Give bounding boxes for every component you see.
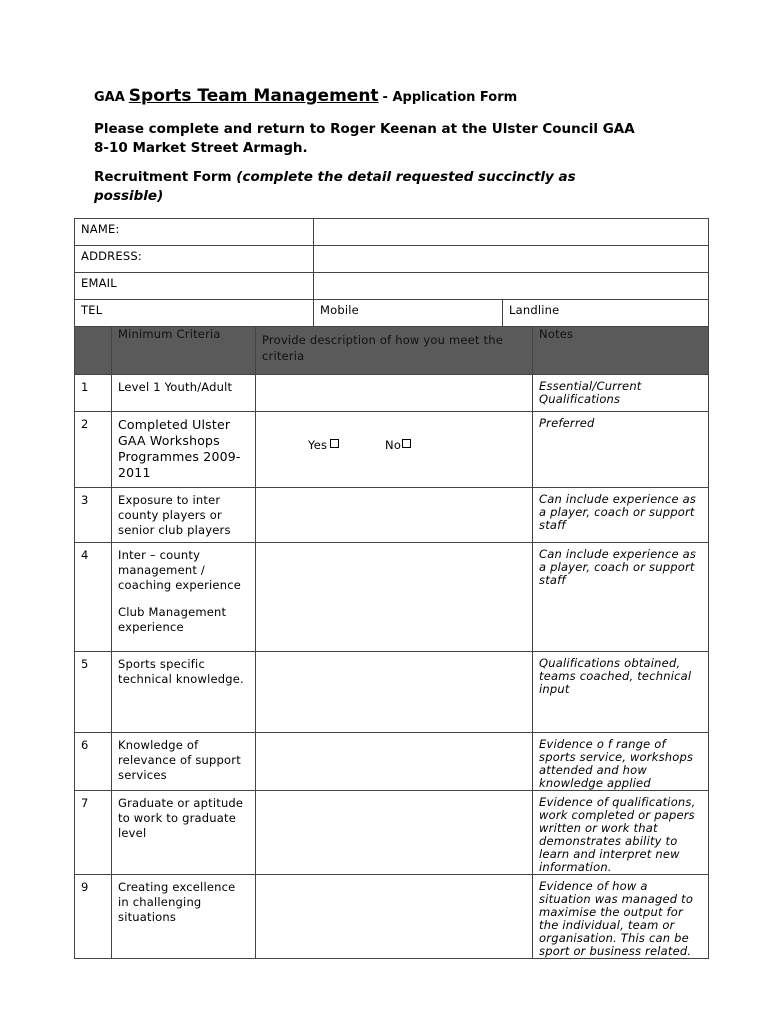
- yes-no-choice: [256, 412, 533, 488]
- recruitment-label: Recruitment Form: [94, 169, 232, 185]
- row-number: 9: [75, 875, 112, 959]
- row-notes: Evidence of how a situation was managed to maximise the output for the individual, team or organisation. This can be sport or business related.: [533, 875, 709, 959]
- yes-checkbox-icon[interactable]: [330, 439, 339, 448]
- address-row: [75, 246, 709, 273]
- landline-label: Landline: [509, 303, 560, 317]
- row-criteria: Exposure to inter county players or senior club players: [112, 488, 256, 543]
- instructions-line-1: Please complete and return to Roger Keenan at the Ulster Council GAA: [94, 121, 635, 137]
- address-field[interactable]: [314, 246, 709, 273]
- criteria-header-row: [75, 327, 709, 375]
- row-number: 2: [75, 412, 112, 488]
- no-checkbox-icon[interactable]: [402, 439, 411, 448]
- instructions-line-2: 8-10 Market Street Armagh.: [94, 140, 308, 156]
- email-row: [75, 273, 709, 300]
- recruitment-note: (complete the detail requested succinctly as possible): [94, 169, 576, 204]
- row-description-field[interactable]: [256, 488, 533, 543]
- row-description-field[interactable]: [256, 652, 533, 733]
- row-description-field[interactable]: [256, 543, 533, 652]
- tel-row: [75, 300, 709, 327]
- no-label: No: [385, 438, 402, 452]
- table-row: [75, 543, 709, 652]
- landline-field[interactable]: [503, 300, 709, 327]
- header-notes: Notes: [533, 327, 709, 375]
- row-number: 7: [75, 791, 112, 875]
- row-notes: Evidence of qualifications, work completed or papers written or work that demonstrates ability to learn and interpret new information.: [533, 791, 709, 875]
- table-row: [75, 875, 709, 959]
- title-prefix: GAA: [94, 90, 125, 105]
- row-number: 1: [75, 375, 112, 412]
- row-notes: Essential/Current Qualifications: [533, 375, 709, 412]
- row-criteria: Graduate or aptitude to work to graduate level: [112, 791, 256, 875]
- email-field[interactable]: [314, 273, 709, 300]
- table-row: [75, 791, 709, 875]
- title-suffix: - Application Form: [382, 90, 518, 105]
- row-criteria: Inter – county management / coaching experience: [118, 548, 241, 592]
- row-criteria: Knowledge of relevance of support services: [112, 733, 256, 791]
- header-description: Provide description of how you meet the criteria: [256, 327, 533, 375]
- row-criteria: Sports specific technical knowledge.: [112, 652, 256, 733]
- row-notes: Can include experience as a player, coach or support staff: [533, 543, 709, 652]
- row-description-field[interactable]: [256, 791, 533, 875]
- row-description-field[interactable]: [256, 375, 533, 412]
- row-description-field[interactable]: [256, 875, 533, 959]
- header-num-cell: [75, 327, 112, 375]
- application-table: [74, 218, 709, 959]
- title-main: Sports Team Management: [128, 86, 379, 106]
- row-number: 6: [75, 733, 112, 791]
- address-label: ADDRESS:: [75, 246, 314, 273]
- row-number: 4: [75, 543, 112, 652]
- row-criteria: Completed Ulster GAA Workshops Programmes 2009-2011: [112, 412, 256, 488]
- row-number: 5: [75, 652, 112, 733]
- row-number: 3: [75, 488, 112, 543]
- row-criteria-cell: [112, 543, 256, 652]
- mobile-field[interactable]: [314, 300, 503, 327]
- table-row: [75, 652, 709, 733]
- form-title: [94, 86, 517, 106]
- table-row: [75, 488, 709, 543]
- row-criteria: Level 1 Youth/Adult: [112, 375, 256, 412]
- name-field[interactable]: [314, 219, 709, 246]
- row-notes: Qualifications obtained, teams coached, technical input: [533, 652, 709, 733]
- table-row: [75, 412, 709, 488]
- row-notes: Preferred: [533, 412, 709, 488]
- mobile-label: Mobile: [320, 303, 359, 317]
- email-label: EMAIL: [75, 273, 314, 300]
- header-criteria: Minimum Criteria: [112, 327, 256, 375]
- table-row: [75, 375, 709, 412]
- row-description-field[interactable]: [256, 733, 533, 791]
- yes-option[interactable]: [308, 438, 339, 452]
- name-label: NAME:: [75, 219, 314, 246]
- tel-label: TEL: [75, 300, 314, 327]
- table-row: [75, 733, 709, 791]
- yes-label: Yes: [308, 438, 328, 452]
- row-criteria: Creating excellence in challenging situations: [112, 875, 256, 959]
- row-notes: Evidence o f range of sports service, workshops attended and how knowledge applied: [533, 733, 709, 791]
- recruitment-heading: [94, 168, 634, 206]
- return-instructions: [94, 120, 694, 158]
- row-criteria-extra: Club Management experience: [118, 605, 227, 634]
- row-notes: Can include experience as a player, coach or support staff: [533, 488, 709, 543]
- name-row: [75, 219, 709, 246]
- no-option[interactable]: [385, 438, 411, 452]
